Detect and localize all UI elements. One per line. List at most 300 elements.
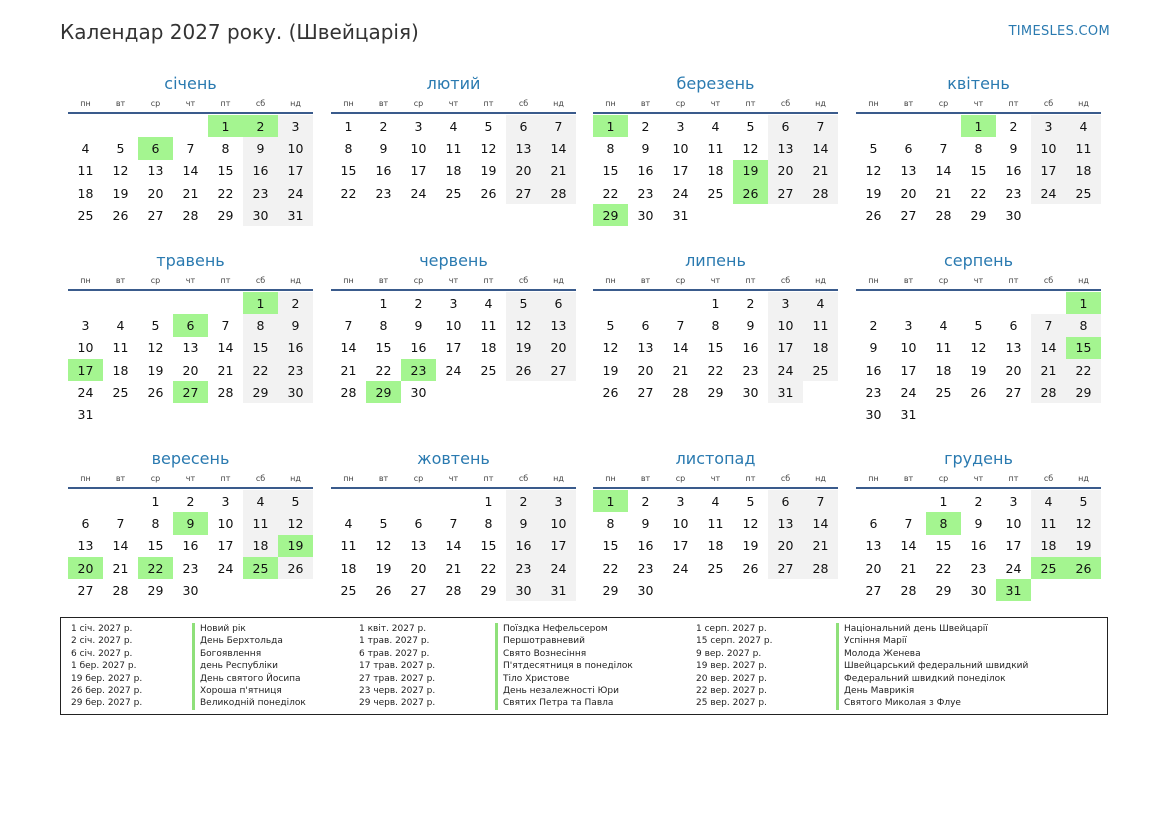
day-cell: 16	[637, 163, 654, 179]
weekday-label: пн	[605, 276, 616, 285]
day-cell: 13	[865, 538, 882, 554]
day-cell: 3	[221, 493, 230, 509]
day-cell: 11	[480, 317, 497, 333]
holiday-date: 1 серп. 2027 р.	[696, 624, 767, 634]
day-cell: 21	[541, 160, 576, 182]
day-cell: 8	[151, 515, 160, 531]
day-cell: 11	[445, 140, 462, 156]
day-cell: 3	[278, 115, 313, 137]
day-cell: 21	[672, 362, 689, 378]
day-cell: 7	[939, 140, 948, 156]
holiday-name: Свято Вознесіння	[495, 648, 633, 660]
day-cell: 28	[217, 384, 234, 400]
day-cell: 24	[541, 557, 576, 579]
weekday-label: ср	[675, 276, 686, 285]
day-cell: 6	[768, 115, 803, 137]
day-cell: 22	[602, 560, 619, 576]
weekday-label: ср	[675, 474, 686, 483]
day-cell: 8	[344, 140, 353, 156]
day-cell: 5	[746, 118, 755, 134]
day-cell: 30	[637, 207, 654, 223]
day-cell: 15	[935, 538, 952, 554]
day-cell: 18	[77, 185, 94, 201]
day-grid	[68, 490, 313, 601]
day-cell: 20	[900, 185, 917, 201]
holiday-date: 23 черв. 2027 р.	[359, 685, 436, 696]
weekday-header	[68, 473, 313, 489]
day-cell: 8	[711, 317, 720, 333]
weekday-label: ср	[150, 276, 161, 285]
day-grid	[331, 115, 576, 204]
day-cell: 6	[1009, 317, 1018, 333]
weekday-label: вт	[378, 474, 389, 483]
month-name: листопад	[675, 449, 756, 468]
weekday-label: сб	[1043, 276, 1054, 285]
day-cell: 13	[77, 538, 94, 554]
day-cell: 16	[278, 337, 313, 359]
day-cell: 7	[186, 140, 195, 156]
day-grid	[593, 490, 838, 601]
month-5	[68, 251, 313, 426]
empty-cell	[856, 490, 891, 512]
empty-cell	[856, 115, 891, 137]
day-cell: 5	[506, 292, 541, 314]
day-cell: 23	[742, 362, 759, 378]
day-cell: 4	[1066, 115, 1101, 137]
empty-cell	[628, 292, 663, 314]
day-cell: 2	[506, 490, 541, 512]
day-cell: 28	[803, 182, 838, 204]
weekday-label: сб	[780, 99, 791, 108]
day-cell: 20	[768, 535, 803, 557]
day-cell: 14	[935, 163, 952, 179]
holiday-day-cell: 26	[1066, 557, 1101, 579]
holiday-day-cell: 29	[593, 204, 628, 226]
day-cell: 26	[506, 359, 541, 381]
day-cell: 18	[112, 362, 129, 378]
weekday-label: сб	[518, 99, 529, 108]
empty-cell	[103, 490, 138, 512]
day-cell: 19	[506, 337, 541, 359]
day-cell: 6	[641, 317, 650, 333]
day-cell: 4	[1031, 490, 1066, 512]
weekday-label: нд	[815, 276, 826, 285]
day-cell: 15	[602, 538, 619, 554]
day-grid	[856, 292, 1101, 426]
day-cell: 2	[414, 295, 423, 311]
day-cell: 5	[1066, 490, 1101, 512]
day-cell: 14	[803, 137, 838, 159]
day-cell: 21	[340, 362, 357, 378]
weekday-label: пн	[868, 474, 879, 483]
day-cell: 13	[637, 340, 654, 356]
day-cell: 1	[484, 493, 493, 509]
month-3	[593, 74, 838, 226]
weekday-label: пн	[80, 99, 91, 108]
holiday-dates-col-3	[696, 623, 772, 710]
holiday-day-cell: 8	[926, 512, 961, 534]
day-cell: 12	[602, 340, 619, 356]
empty-cell	[891, 490, 926, 512]
day-cell: 13	[147, 163, 164, 179]
holiday-day-cell: 2	[243, 115, 278, 137]
day-cell: 14	[217, 340, 234, 356]
day-cell: 10	[541, 512, 576, 534]
page-title: Календар 2027 року. (Швейцарія)	[60, 20, 419, 44]
day-cell: 4	[344, 515, 353, 531]
day-grid	[593, 115, 838, 226]
day-cell: 5	[151, 317, 160, 333]
day-cell: 30	[970, 582, 987, 598]
day-cell: 27	[410, 582, 427, 598]
month-11	[593, 449, 838, 601]
day-cell: 4	[81, 140, 90, 156]
weekday-label: сб	[518, 474, 529, 483]
day-cell: 29	[970, 207, 987, 223]
holiday-name: Тіло Христове	[495, 673, 633, 685]
day-cell: 5	[116, 140, 125, 156]
day-cell: 14	[112, 538, 129, 554]
day-cell: 9	[414, 317, 423, 333]
empty-cell	[891, 115, 926, 137]
holiday-day-cell: 22	[138, 557, 173, 579]
day-cell: 8	[379, 317, 388, 333]
day-cell: 31	[77, 407, 94, 423]
day-cell: 15	[243, 337, 278, 359]
empty-cell	[68, 490, 103, 512]
day-cell: 25	[707, 185, 724, 201]
day-cell: 22	[375, 362, 392, 378]
month-1	[68, 74, 313, 226]
day-cell: 12	[865, 163, 882, 179]
holiday-date: 26 бер. 2027 р.	[71, 685, 143, 696]
day-cell: 21	[803, 535, 838, 557]
day-cell: 3	[768, 292, 803, 314]
day-cell: 4	[711, 118, 720, 134]
holiday-day-cell: 19	[733, 160, 768, 182]
day-cell: 22	[970, 185, 987, 201]
empty-cell	[436, 490, 471, 512]
weekday-label: вт	[115, 99, 126, 108]
holiday-name: Новий рік	[192, 623, 306, 635]
day-cell: 8	[974, 140, 983, 156]
day-cell: 6	[768, 490, 803, 512]
day-cell: 9	[379, 140, 388, 156]
month-name: червень	[419, 251, 488, 270]
day-cell: 25	[1066, 182, 1101, 204]
day-cell: 21	[445, 560, 462, 576]
month-name: березень	[676, 74, 755, 93]
weekday-label: вт	[115, 474, 126, 483]
day-cell: 18	[1031, 535, 1066, 557]
day-cell: 29	[602, 582, 619, 598]
day-cell: 12	[375, 538, 392, 554]
weekday-label: пн	[605, 474, 616, 483]
weekday-label: чт	[448, 276, 459, 285]
day-cell: 3	[676, 118, 685, 134]
day-cell: 9	[869, 340, 878, 356]
day-cell: 14	[672, 340, 689, 356]
day-cell: 7	[1031, 314, 1066, 336]
day-cell: 16	[970, 538, 987, 554]
day-cell: 23	[865, 384, 882, 400]
day-cell: 13	[900, 163, 917, 179]
day-cell: 19	[742, 538, 759, 554]
day-cell: 17	[217, 538, 234, 554]
day-cell: 20	[865, 560, 882, 576]
day-cell: 22	[340, 185, 357, 201]
site-brand-link[interactable]: TIMESLES.COM	[1008, 24, 1110, 39]
empty-cell	[103, 292, 138, 314]
weekday-header	[331, 473, 576, 489]
day-cell: 24	[410, 185, 427, 201]
day-cell: 14	[803, 512, 838, 534]
day-cell: 17	[1031, 160, 1066, 182]
day-cell: 18	[340, 560, 357, 576]
day-cell: 20	[541, 337, 576, 359]
empty-cell	[926, 292, 961, 314]
day-grid	[856, 115, 1101, 226]
empty-cell	[331, 490, 366, 512]
day-cell: 12	[970, 340, 987, 356]
day-cell: 19	[147, 362, 164, 378]
day-cell: 25	[112, 384, 129, 400]
holiday-day-cell: 31	[996, 579, 1031, 601]
day-cell: 17	[445, 340, 462, 356]
weekday-label: вт	[378, 276, 389, 285]
day-cell: 14	[182, 163, 199, 179]
day-cell: 2	[186, 493, 195, 509]
day-cell: 11	[243, 512, 278, 534]
month-name: січень	[164, 74, 217, 93]
holiday-name: День Берхтольда	[192, 635, 306, 647]
day-cell: 8	[1066, 314, 1101, 336]
day-cell: 29	[243, 381, 278, 403]
day-cell: 13	[506, 137, 541, 159]
day-cell: 26	[742, 560, 759, 576]
day-cell: 18	[803, 337, 838, 359]
day-cell: 9	[641, 515, 650, 531]
day-cell: 5	[746, 493, 755, 509]
day-cell: 11	[707, 140, 724, 156]
day-cell: 11	[803, 314, 838, 336]
day-cell: 24	[768, 359, 803, 381]
month-name: серпень	[944, 251, 1013, 270]
day-cell: 16	[375, 163, 392, 179]
day-cell: 11	[112, 340, 129, 356]
day-cell: 27	[541, 359, 576, 381]
day-cell: 26	[480, 185, 497, 201]
day-cell: 26	[602, 384, 619, 400]
weekday-label: пт	[483, 99, 494, 108]
empty-cell	[173, 292, 208, 314]
day-cell: 26	[147, 384, 164, 400]
day-cell: 4	[116, 317, 125, 333]
day-cell: 10	[217, 515, 234, 531]
day-cell: 18	[707, 538, 724, 554]
weekday-header	[856, 473, 1101, 489]
day-cell: 21	[217, 362, 234, 378]
day-cell: 5	[606, 317, 615, 333]
holiday-date: 6 трав. 2027 р.	[359, 648, 430, 659]
day-cell: 31	[768, 381, 803, 403]
weekday-label: вт	[640, 99, 651, 108]
day-cell: 27	[506, 182, 541, 204]
day-cell: 2	[746, 295, 755, 311]
empty-cell	[926, 115, 961, 137]
day-cell: 28	[900, 582, 917, 598]
day-cell: 5	[484, 118, 493, 134]
empty-cell	[961, 292, 996, 314]
empty-cell	[996, 292, 1031, 314]
day-cell: 16	[182, 538, 199, 554]
day-cell: 19	[1066, 535, 1101, 557]
day-cell: 6	[414, 515, 423, 531]
day-cell: 7	[344, 317, 353, 333]
day-cell: 30	[506, 579, 541, 601]
weekday-label: вт	[378, 99, 389, 108]
day-cell: 23	[182, 560, 199, 576]
weekday-label: ср	[675, 99, 686, 108]
day-cell: 23	[375, 185, 392, 201]
day-cell: 6	[541, 292, 576, 314]
day-cell: 24	[672, 185, 689, 201]
empty-cell	[138, 115, 173, 137]
day-cell: 28	[445, 582, 462, 598]
day-cell: 11	[935, 340, 952, 356]
holiday-day-cell: 19	[278, 535, 313, 557]
weekday-label: чт	[185, 99, 196, 108]
day-cell: 18	[243, 535, 278, 557]
weekday-header	[856, 98, 1101, 114]
weekday-label: нд	[553, 276, 564, 285]
day-grid	[68, 292, 313, 426]
day-cell: 24	[278, 182, 313, 204]
day-cell: 22	[935, 560, 952, 576]
day-cell: 18	[480, 340, 497, 356]
day-cell: 29	[217, 207, 234, 223]
weekday-label: пт	[220, 474, 231, 483]
day-cell: 20	[768, 160, 803, 182]
holiday-day-cell: 29	[366, 381, 401, 403]
day-cell: 30	[243, 204, 278, 226]
day-cell: 14	[1031, 337, 1066, 359]
day-cell: 24	[77, 384, 94, 400]
weekday-label: нд	[553, 99, 564, 108]
empty-cell	[401, 490, 436, 512]
day-cell: 6	[869, 515, 878, 531]
day-cell: 8	[243, 314, 278, 336]
day-cell: 8	[606, 515, 615, 531]
holiday-day-cell: 1	[961, 115, 996, 137]
day-cell: 12	[742, 140, 759, 156]
day-cell: 27	[637, 384, 654, 400]
day-cell: 12	[147, 340, 164, 356]
day-cell: 26	[970, 384, 987, 400]
day-cell: 2	[974, 493, 983, 509]
day-cell: 13	[768, 512, 803, 534]
weekday-header	[68, 98, 313, 114]
day-cell: 17	[672, 163, 689, 179]
day-cell: 31	[900, 407, 917, 423]
day-cell: 7	[541, 115, 576, 137]
holiday-name: Хороша п'ятниця	[192, 685, 306, 697]
day-cell: 27	[768, 182, 803, 204]
day-cell: 4	[484, 295, 493, 311]
day-cell: 10	[77, 340, 94, 356]
day-cell: 28	[182, 207, 199, 223]
holiday-date: 1 трав. 2027 р.	[359, 636, 430, 647]
holiday-name: День незалежності Юри	[495, 685, 633, 697]
weekday-label: чт	[710, 99, 721, 108]
holiday-date: 19 вер. 2027 р.	[696, 661, 767, 672]
weekday-label: сб	[518, 276, 529, 285]
day-cell: 8	[484, 515, 493, 531]
day-cell: 28	[935, 207, 952, 223]
day-cell: 7	[221, 317, 230, 333]
day-cell: 19	[602, 362, 619, 378]
weekday-label: пн	[80, 474, 91, 483]
day-cell: 1	[939, 493, 948, 509]
day-cell: 30	[182, 582, 199, 598]
day-cell: 9	[974, 515, 983, 531]
month-name: травень	[156, 251, 225, 270]
holiday-name: Поїздка Нефельсером	[495, 623, 633, 635]
day-cell: 21	[900, 560, 917, 576]
day-cell: 13	[410, 538, 427, 554]
day-cell: 10	[672, 515, 689, 531]
holiday-day-cell: 23	[401, 359, 436, 381]
day-cell: 25	[707, 560, 724, 576]
day-cell: 4	[803, 292, 838, 314]
day-cell: 24	[900, 384, 917, 400]
day-cell: 19	[375, 560, 392, 576]
day-cell: 15	[707, 340, 724, 356]
weekday-label: сб	[255, 276, 266, 285]
day-cell: 7	[904, 515, 913, 531]
day-cell: 31	[672, 207, 689, 223]
day-cell: 14	[541, 137, 576, 159]
weekday-label: вт	[903, 99, 914, 108]
empty-cell	[856, 292, 891, 314]
weekday-label: вт	[115, 276, 126, 285]
holiday-name: Першотравневий	[495, 635, 633, 647]
weekday-label: ср	[150, 99, 161, 108]
day-cell: 4	[939, 317, 948, 333]
weekday-label: вт	[903, 276, 914, 285]
holiday-name: Великодній понеділок	[192, 697, 306, 709]
weekday-label: нд	[815, 99, 826, 108]
day-cell: 20	[1005, 362, 1022, 378]
day-cell: 23	[506, 557, 541, 579]
day-cell: 29	[707, 384, 724, 400]
day-cell: 10	[768, 314, 803, 336]
empty-cell	[1031, 292, 1066, 314]
holiday-day-cell: 1	[1066, 292, 1101, 314]
day-cell: 26	[112, 207, 129, 223]
holiday-day-cell: 17	[68, 359, 103, 381]
holiday-name: Успіння Марії	[836, 635, 1028, 647]
weekday-label: вт	[640, 276, 651, 285]
empty-cell	[103, 115, 138, 137]
day-cell: 18	[445, 163, 462, 179]
day-cell: 15	[970, 163, 987, 179]
month-name: липень	[685, 251, 746, 270]
day-cell: 23	[637, 560, 654, 576]
month-name: лютий	[426, 74, 481, 93]
holiday-day-cell: 26	[733, 182, 768, 204]
day-cell: 12	[1066, 512, 1101, 534]
